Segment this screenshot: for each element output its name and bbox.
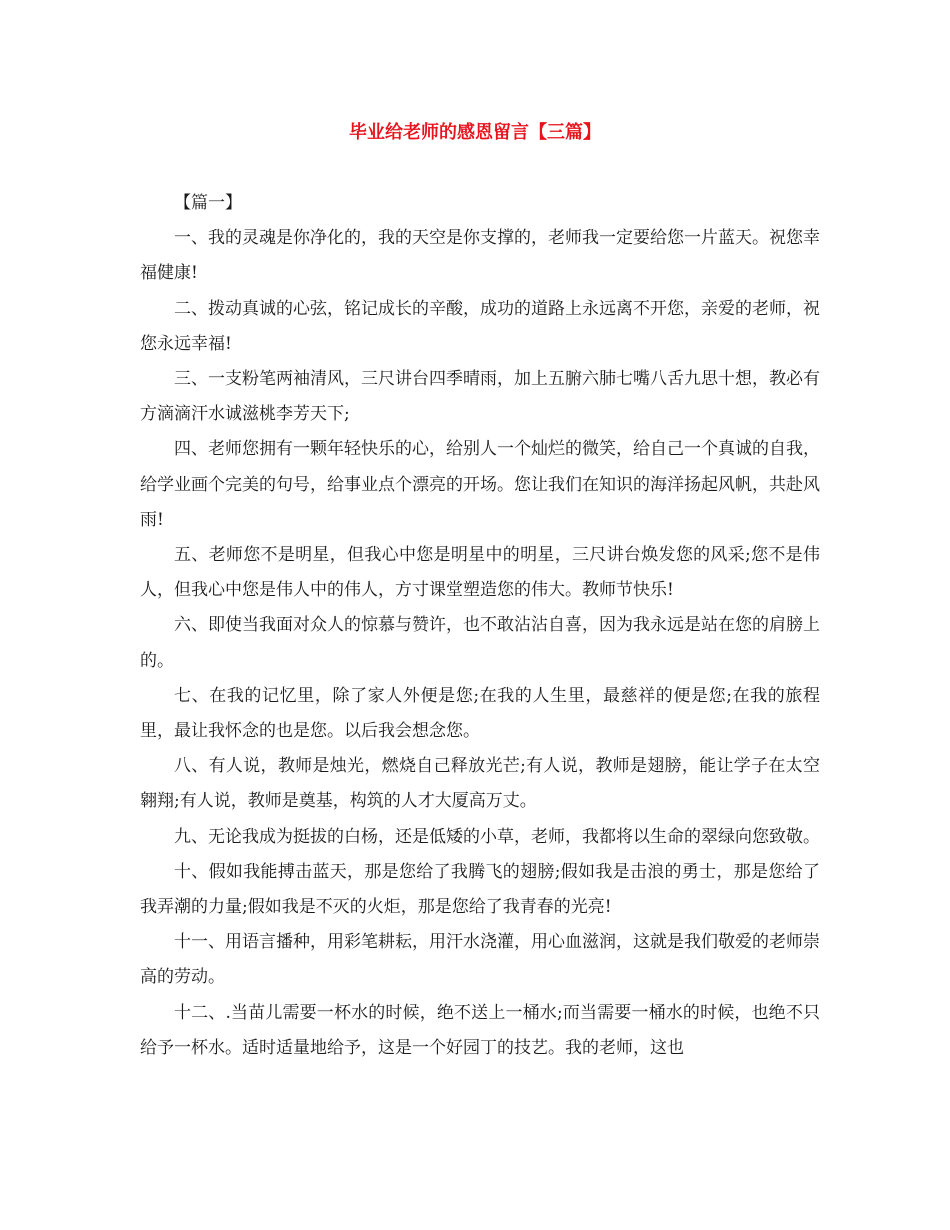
paragraph-12: 十二、.当苗儿需要一杯水的时候，绝不送上一桶水;而当需要一桶水的时候，也绝不只给予一杯水。适时适量地给予，这是一个好园丁的技艺。我的老师，这也 — [140, 1002, 820, 1058]
paragraph-9: 九、无论我成为挺拔的白杨，还是低矮的小草，老师，我都将以生命的翠绿向您致敬。 — [174, 826, 820, 847]
paragraph-8: 八、有人说，教师是烛光，燃烧自己释放光芒;有人说，教师是翅膀，能让学子在太空翱翔;有人说，教师是奠基，构筑的人才大厦高万丈。 — [140, 756, 820, 812]
paragraph-6: 六、即使当我面对众人的惊慕与赞许，也不敢沾沾自喜，因为我永远是站在您的肩膀上的。 — [140, 615, 820, 671]
paragraph-10: 十、假如我能搏击蓝天，那是您给了我腾飞的翅膀;假如我是击浪的勇士，那是您给了我弄潮的力量;假如我是不灭的火炬，那是您给了我青春的光亮! — [140, 861, 820, 918]
paragraph-11: 十一、用语言播种，用彩笔耕耘，用汗水浇灌，用心血滋润，这就是我们敬爱的老师崇高的劳动。 — [140, 932, 820, 988]
document-body — [140, 186, 820, 1066]
paragraph-5: 五、老师您不是明星，但我心中您是明星中的明星，三尺讲台焕发您的风采;您不是伟人，但我心中您是伟人中的伟人，方寸课堂塑造您的伟大。教师节快乐! — [140, 545, 820, 601]
document-title: 毕业给老师的感恩留言【三篇】 — [349, 122, 601, 143]
paragraph-3: 三、一支粉笔两袖清风，三尺讲台四季晴雨，加上五腑六肺七嘴八舌九思十想，教必有方滴滴汗水诚滋桃李芳天下; — [140, 369, 820, 425]
paragraph-1: 一、我的灵魂是你净化的，我的天空是你支撑的，老师我一定要给您一片蓝天。祝您幸福健康! — [140, 228, 820, 284]
paragraph-7: 七、在我的记忆里，除了家人外便是您;在我的人生里，最慈祥的便是您;在我的旅程里，最让我怀念的也是您。以后我会想念您。 — [140, 685, 820, 742]
paragraph-4: 四、老师您拥有一颗年轻快乐的心，给别人一个灿烂的微笑，给自己一个真诚的自我，给学业画个完美的句号，给事业点个漂亮的开场。您让我们在知识的海洋扬起风帆，共赴风雨! — [140, 439, 820, 530]
paragraph-2: 二、拨动真诚的心弦，铭记成长的辛酸，成功的道路上永远离不开您，亲爱的老师，祝您永远幸福! — [140, 298, 820, 354]
section-heading: 【篇一】 — [174, 193, 242, 213]
